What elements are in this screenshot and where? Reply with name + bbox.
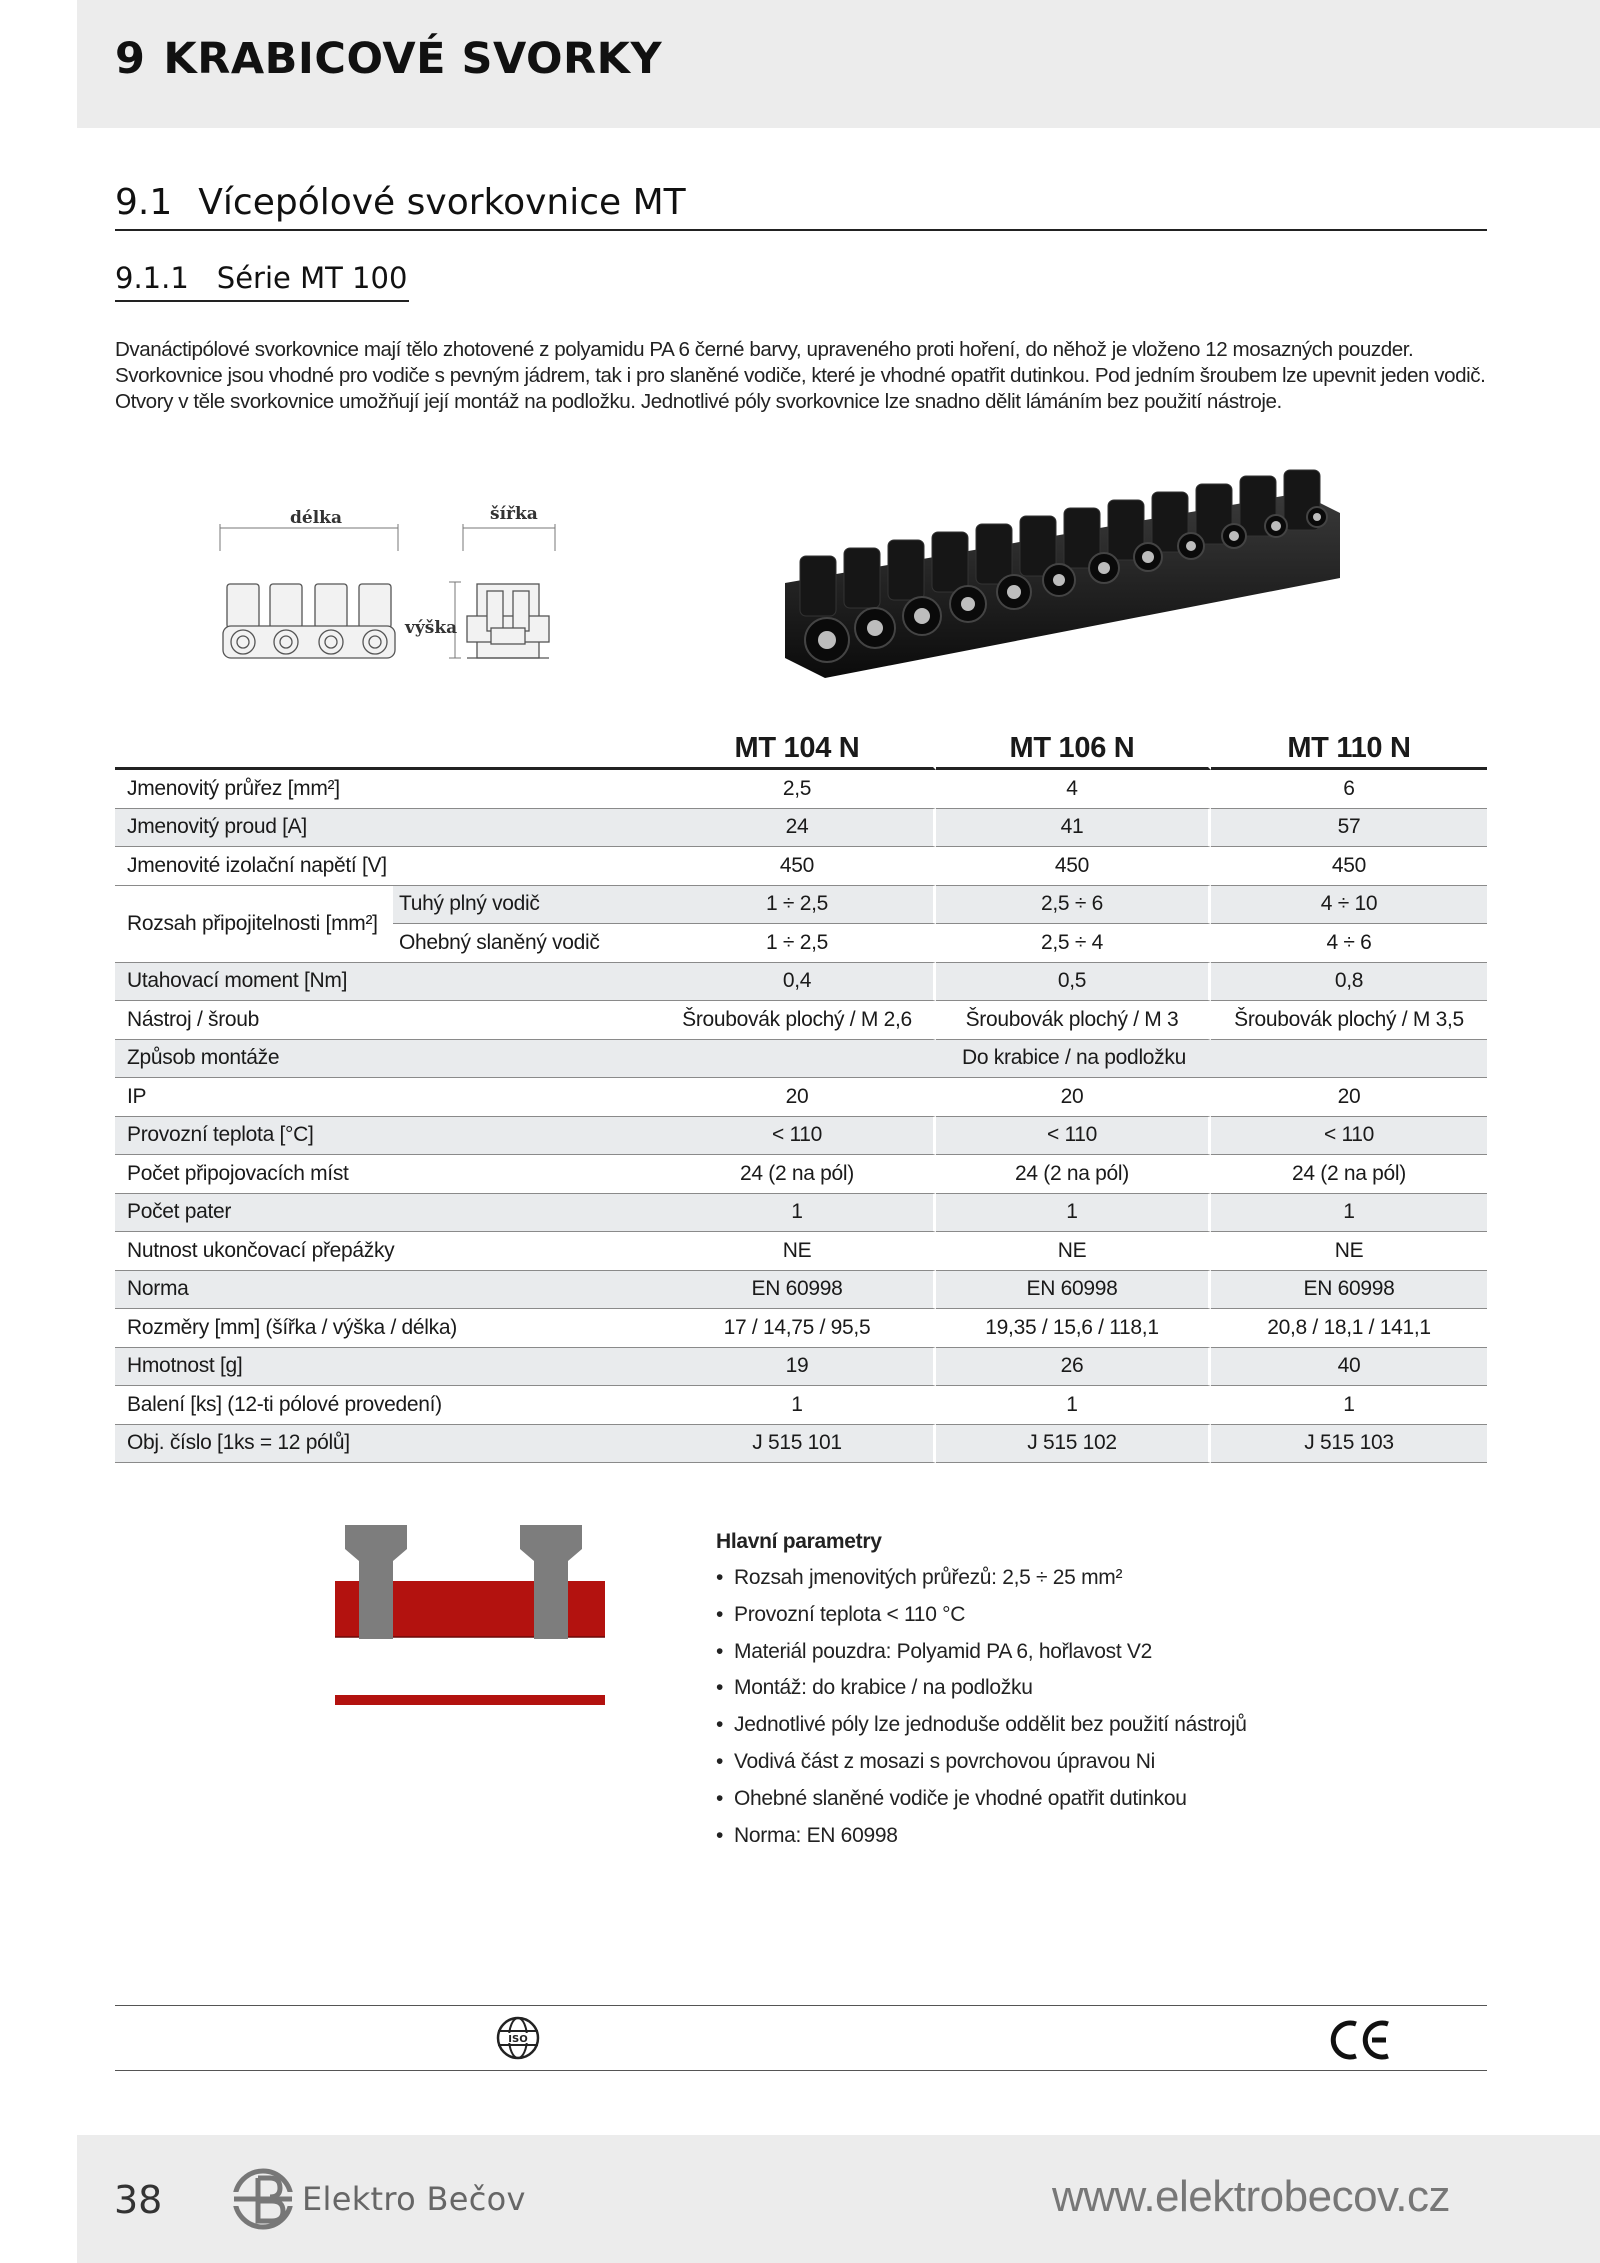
row-label: IP <box>115 1078 661 1117</box>
website-url[interactable]: www.elektrobecov.cz <box>1051 2172 1450 2221</box>
bullet-icon: • <box>716 1676 724 1700</box>
cell-value: 2,5 <box>661 770 936 809</box>
table-row <box>115 1309 1487 1348</box>
cell-value: 17 / 14,75 / 95,5 <box>661 1309 936 1348</box>
table-row <box>115 809 1487 848</box>
section-title-text: Vícepólové svorkovnice MT <box>198 182 686 223</box>
table-row <box>115 1271 1487 1310</box>
row-label: Počet připojovacích míst <box>115 1155 661 1194</box>
table-row <box>115 770 1487 809</box>
cell-value: 1 ÷ 2,5 <box>661 886 936 925</box>
dim-label-height: výška <box>405 618 458 638</box>
table-row <box>115 1425 1487 1464</box>
cell-value: < 110 <box>661 1117 936 1156</box>
row-label: Počet pater <box>115 1194 661 1233</box>
footer-divider-top <box>115 2005 1487 2006</box>
chapter-title <box>115 34 662 84</box>
table-row <box>115 1001 1487 1040</box>
subsection-title <box>115 261 409 302</box>
table-row <box>115 963 1487 1002</box>
row-label: Utahovací moment [Nm] <box>115 963 661 1002</box>
cell-value: EN 60998 <box>1211 1271 1487 1310</box>
bullet-icon: • <box>716 1639 724 1663</box>
subsection-number: 9.1.1 <box>115 261 189 295</box>
cell-value: Šroubovák plochý / M 3,5 <box>1211 1001 1487 1040</box>
company-logo-icon <box>228 2164 298 2234</box>
main-parameters <box>716 1528 1416 1858</box>
table-row <box>115 1232 1487 1271</box>
cell-value: Šroubovák plochý / M 3 <box>936 1001 1211 1040</box>
row-label: Norma <box>115 1271 661 1310</box>
row-label: Nástroj / šroub <box>115 1001 661 1040</box>
main-parameters-title: Hlavní parametry <box>716 1530 882 1553</box>
row-label: Rozsah připojitelnosti [mm²] <box>115 886 393 963</box>
cell-value: < 110 <box>936 1117 1211 1156</box>
footer-divider-bottom <box>115 2070 1487 2071</box>
cell-value: J 515 103 <box>1211 1425 1487 1464</box>
cell-value: 1 <box>1211 1386 1487 1425</box>
table-header-row <box>115 730 1487 770</box>
company-name: Elektro Bečov <box>302 2180 526 2218</box>
cell-value: 0,4 <box>661 963 936 1002</box>
list-item-text: Jednotlivé póly lze jednoduše oddělit bez použití nástrojů <box>734 1713 1247 1737</box>
cell-value: 19 <box>661 1348 936 1387</box>
cell-value: 26 <box>936 1348 1211 1387</box>
dim-label-width: šířka <box>490 504 538 524</box>
list-item <box>716 1601 1416 1638</box>
cell-value: 450 <box>936 847 1211 886</box>
cell-value: 20,8 / 18,1 / 141,1 <box>1211 1309 1487 1348</box>
section-title <box>115 182 1487 231</box>
cell-value: 1 <box>1211 1194 1487 1233</box>
cell-value: 20 <box>661 1078 936 1117</box>
table-row <box>115 1117 1487 1156</box>
list-item <box>716 1674 1416 1711</box>
subsection-title-text: Série MT 100 <box>216 261 408 295</box>
cell-value: 6 <box>1211 770 1487 809</box>
row-label: Jmenovité izolační napětí [V] <box>115 847 661 886</box>
cell-value: 0,8 <box>1211 963 1487 1002</box>
ce-mark-icon <box>1328 2018 1394 2062</box>
cell-value: < 110 <box>1211 1117 1487 1156</box>
list-item-text: Montáž: do krabice / na podložku <box>734 1676 1033 1700</box>
intro-paragraph: Dvanáctipólové svorkovnice mají tělo zhotovené z polyamidu PA 6 černé barvy, upraveného proti hoření, do něhož je vloženo 12 mosazných pouzder. Svorkovnice jsou vhodné pro vodiče s pevným jádrem, tak i pro slaněné vodiče, které je vhodné opatřit dutinkou. Pod jedním šroubem lze upevnit jeden vodič. Otvory v těle svorkovnice umožňují její montáž na podložku. Jednotlivé póly svorkovnice lze snadno dělit lámáním bez použití nástroje. <box>115 338 1486 413</box>
chapter-title-text: KRABICOVÉ SVORKY <box>163 34 663 84</box>
cell-value: 19,35 / 15,6 / 118,1 <box>936 1309 1211 1348</box>
list-item-text: Ohebné slaněné vodiče je vhodné opatřit dutinkou <box>734 1786 1187 1810</box>
page-number: 38 <box>114 2178 163 2222</box>
table-row <box>115 1040 1487 1079</box>
cell-value: 24 (2 na pól) <box>661 1155 936 1194</box>
product-photo <box>780 468 1345 683</box>
table-row <box>115 886 1487 925</box>
bullet-icon: • <box>716 1749 724 1773</box>
list-item-text: Norma: EN 60998 <box>734 1823 898 1847</box>
row-label: Obj. číslo [1ks = 12 pólů] <box>115 1425 661 1464</box>
row-label: Nutnost ukončovací přepážky <box>115 1232 661 1271</box>
cell-value: NE <box>936 1232 1211 1271</box>
dimension-drawing <box>215 496 595 676</box>
cell-value: EN 60998 <box>661 1271 936 1310</box>
cell-value: 41 <box>936 809 1211 848</box>
cell-value: 1 <box>936 1386 1211 1425</box>
column-header-mt110n: MT 110 N <box>1211 730 1487 770</box>
cell-value: EN 60998 <box>936 1271 1211 1310</box>
cell-value: 1 <box>661 1386 936 1425</box>
row-sublabel: Tuhý plný vodič <box>393 886 661 925</box>
spec-table <box>115 730 1487 1463</box>
list-item-text: Rozsah jmenovitých průřezů: 2,5 ÷ 25 mm² <box>734 1566 1123 1589</box>
iso-icon <box>496 2016 540 2060</box>
column-header-mt106n: MT 106 N <box>936 730 1211 770</box>
cell-value: Šroubovák plochý / M 2,6 <box>661 1001 936 1040</box>
cell-value: 2,5 ÷ 6 <box>936 886 1211 925</box>
bullet-icon: • <box>716 1823 724 1847</box>
section-number: 9.1 <box>115 182 173 223</box>
iso-icon-label: ISO <box>508 2034 528 2045</box>
list-item <box>716 1748 1416 1785</box>
cell-value: 24 (2 na pól) <box>1211 1155 1487 1194</box>
row-label: Jmenovitý průřez [mm²] <box>115 770 661 809</box>
row-label: Způsob montáže <box>115 1040 661 1079</box>
table-row <box>115 1348 1487 1387</box>
cell-value-merged: Do krabice / na podložku <box>661 1040 1487 1079</box>
list-item <box>716 1711 1416 1748</box>
list-item-text: Materiál pouzdra: Polyamid PA 6, hořlavost V2 <box>734 1639 1152 1663</box>
cell-value: NE <box>1211 1232 1487 1271</box>
row-label: Provozní teplota [°C] <box>115 1117 661 1156</box>
cell-value: J 515 102 <box>936 1425 1211 1464</box>
list-item <box>716 1822 1416 1859</box>
dim-label-length: délka <box>290 508 342 528</box>
cell-value: NE <box>661 1232 936 1271</box>
cell-value: 2,5 ÷ 4 <box>936 924 1211 963</box>
bullet-icon: • <box>716 1786 724 1810</box>
cell-value: 40 <box>1211 1348 1487 1387</box>
table-row <box>115 1386 1487 1425</box>
list-item <box>716 1638 1416 1675</box>
main-parameters-list <box>716 1564 1416 1858</box>
cell-value: 4 ÷ 6 <box>1211 924 1487 963</box>
list-item <box>716 1785 1416 1822</box>
cell-value: 24 <box>661 809 936 848</box>
cell-value: 1 <box>936 1194 1211 1233</box>
table-header-blank <box>115 730 661 770</box>
cell-value: 20 <box>936 1078 1211 1117</box>
bullet-icon: • <box>716 1713 724 1737</box>
row-label: Balení [ks] (12-ti pólové provedení) <box>115 1386 661 1425</box>
cell-value: 1 <box>661 1194 936 1233</box>
cell-value: 24 (2 na pól) <box>936 1155 1211 1194</box>
cell-value: 1 ÷ 2,5 <box>661 924 936 963</box>
cell-value: 450 <box>1211 847 1487 886</box>
cell-value: 450 <box>661 847 936 886</box>
table-row <box>115 1078 1487 1117</box>
column-header-mt104n: MT 104 N <box>661 730 936 770</box>
table-row <box>115 847 1487 886</box>
cell-value: 0,5 <box>936 963 1211 1002</box>
cell-value: J 515 101 <box>661 1425 936 1464</box>
cell-value: 57 <box>1211 809 1487 848</box>
bullet-icon: • <box>716 1602 724 1626</box>
list-item-text: Vodivá část z mosazi s povrchovou úpravou Ni <box>734 1749 1156 1773</box>
cell-value: 20 <box>1211 1078 1487 1117</box>
chapter-number: 9 <box>115 34 146 84</box>
cell-value: 4 <box>936 770 1211 809</box>
row-label: Rozměry [mm] (šířka / výška / délka) <box>115 1309 661 1348</box>
list-item-text: Provozní teplota < 110 °C <box>734 1602 966 1626</box>
row-label: Jmenovitý proud [A] <box>115 809 661 848</box>
row-label: Hmotnost [g] <box>115 1348 661 1387</box>
list-item <box>716 1564 1416 1601</box>
table-row <box>115 1155 1487 1194</box>
bullet-icon: • <box>716 1566 724 1589</box>
cell-value: 4 ÷ 10 <box>1211 886 1487 925</box>
table-row <box>115 1194 1487 1233</box>
cross-section-drawing <box>335 1525 605 1705</box>
row-sublabel: Ohebný slaněný vodič <box>393 924 661 963</box>
